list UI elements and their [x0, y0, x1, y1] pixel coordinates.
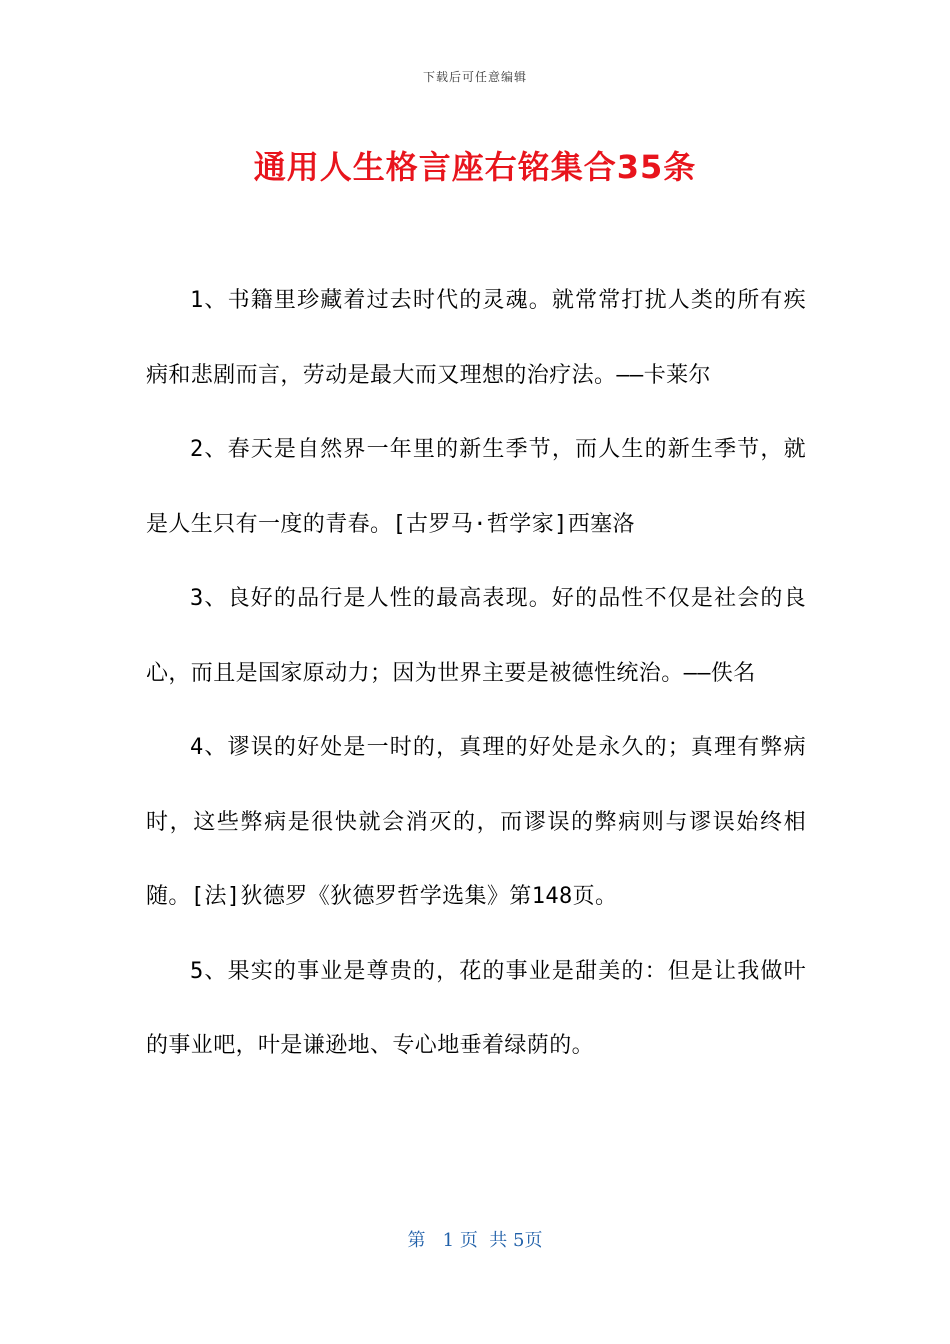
header-note: 下载后可任意编辑	[422, 70, 527, 84]
page-number-footer: 第 1 页 共 5页	[407, 1230, 543, 1251]
quote-paragraph-5: 5、果实的事业是尊贵的，花的事业是甜美的：但是让我做叶的事业吧，叶是谦逊地、专心地垂着绿荫的。	[146, 958, 806, 1058]
quote-paragraph-3: 3、良好的品行是人性的最高表现。好的品性不仅是社会的良心，而且是国家原动力；因为世界主要是被德性统治。——佚名	[146, 586, 806, 686]
document-title: 通用人生格言座右铭集合35条	[253, 148, 697, 186]
quote-paragraph-4: 4、谬误的好处是一时的，真理的好处是永久的；真理有弊病时，这些弊病是很快就会消灭的，而谬误的弊病则与谬误始终相随。[法]狄德罗《狄德罗哲学选集》第148页。	[146, 735, 806, 909]
quote-paragraph-1: 1、书籍里珍藏着过去时代的灵魂。就常常打扰人类的所有疾病和悲剧而言，劳动是最大而又理想的治疗法。——卡莱尔	[146, 288, 806, 388]
quote-paragraph-2: 2、春天是自然界一年里的新生季节，而人生的新生季节，就是人生只有一度的青春。[古罗马·哲学家]西塞洛	[146, 437, 806, 537]
document-body	[146, 264, 806, 1084]
